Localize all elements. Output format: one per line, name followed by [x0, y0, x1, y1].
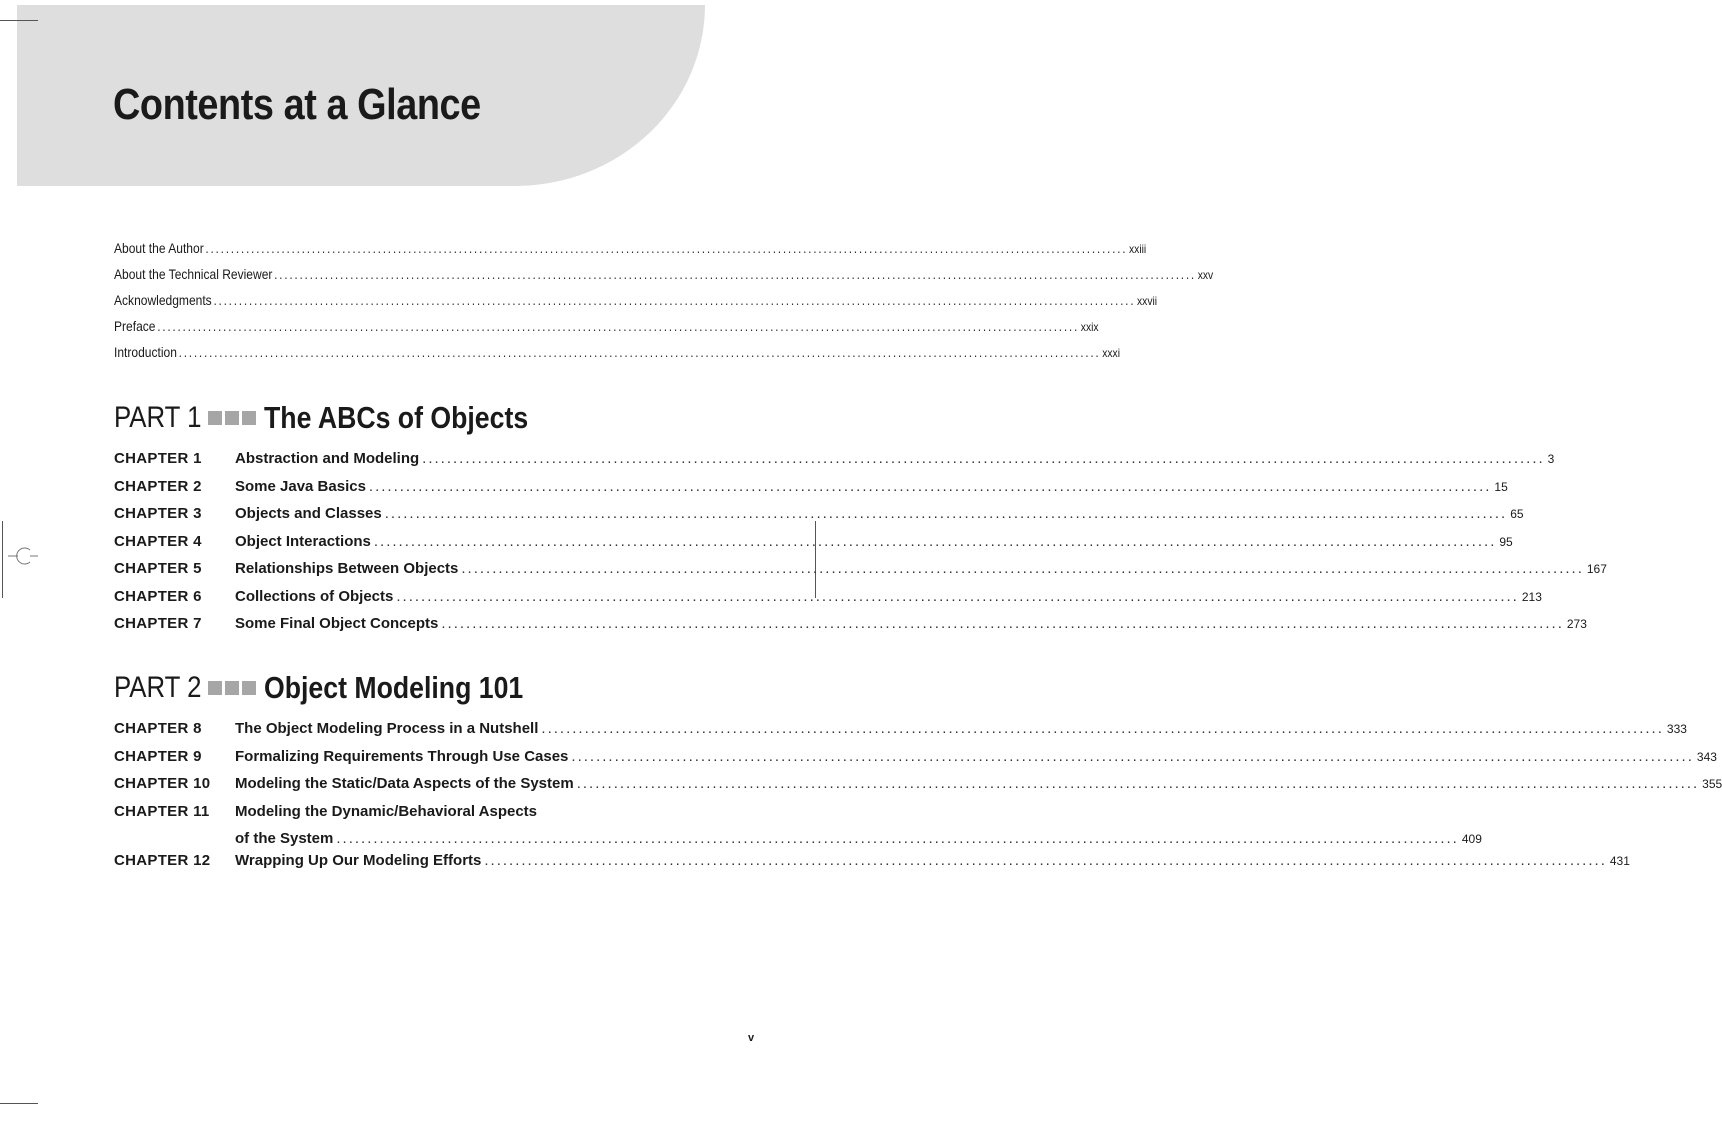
chapter-entry-continuation[interactable] — [114, 830, 1482, 852]
chapter-number: CHAPTER 8 — [114, 720, 202, 737]
chapter-number: CHAPTER 3 — [114, 505, 202, 522]
toc-entry[interactable] — [114, 318, 1099, 344]
crop-mark-bottom — [0, 1103, 38, 1104]
leader-dots — [157, 318, 1079, 334]
toc-entry-page: xxxi — [1102, 346, 1120, 360]
chapter-page: 355 — [1702, 777, 1722, 791]
registration-mark-icon — [8, 546, 38, 566]
chapter-page: 431 — [1609, 854, 1630, 868]
leader-dots — [213, 292, 1135, 308]
chapter-title: Some Final Object Concepts — [235, 615, 439, 632]
chapter-page: 333 — [1666, 722, 1687, 736]
chapter-number: CHAPTER 12 — [114, 852, 211, 869]
crop-mark-top — [0, 20, 38, 21]
chapter-number: CHAPTER 4 — [114, 532, 202, 550]
part-1-chapter-list — [114, 450, 1607, 643]
chapter-title: Abstraction and Modeling — [235, 450, 420, 467]
chapter-page: 15 — [1494, 479, 1508, 494]
chapter-page: 273 — [1566, 617, 1587, 631]
leader-dots — [577, 775, 1699, 792]
chapter-entry[interactable] — [114, 450, 1555, 478]
leader-dots — [422, 450, 1544, 467]
toc-entry-title: Acknowledgments — [114, 292, 212, 308]
part-2-heading — [114, 670, 565, 706]
chapter-page: 3 — [1547, 452, 1555, 466]
toc-entry-page: xxv — [1197, 268, 1214, 282]
leader-dots — [179, 344, 1101, 360]
chapter-page: 213 — [1521, 589, 1542, 604]
toc-entry[interactable] — [114, 266, 1214, 292]
chapter-number: CHAPTER 1 — [114, 450, 202, 467]
chapter-title: Relationships Between Objects — [235, 560, 459, 577]
toc-entry-page: xxiii — [1129, 242, 1147, 256]
chapter-entry[interactable] — [114, 505, 1524, 533]
chapter-title: Object Interactions — [235, 532, 371, 550]
leader-dots — [205, 240, 1127, 256]
part-title: Object Modeling 101 — [264, 670, 524, 705]
toc-entry-title: About the Author — [114, 240, 204, 256]
chapter-title: Objects and Classes — [235, 505, 382, 522]
part-divider-blocks — [208, 681, 256, 695]
part-divider-blocks — [208, 411, 256, 425]
part-label: PART 1 — [114, 401, 202, 434]
toc-entry-title: About the Technical Reviewer — [114, 266, 273, 282]
toc-entry-title: Introduction — [114, 344, 177, 360]
chapter-number: CHAPTER 7 — [114, 615, 202, 632]
chapter-entry[interactable] — [114, 747, 1717, 776]
chapter-title: The Object Modeling Process in a Nutshell — [235, 720, 539, 737]
chapter-entry[interactable] — [114, 615, 1587, 643]
chapter-title: Wrapping Up Our Modeling Efforts — [235, 852, 482, 869]
chapter-entry[interactable] — [114, 720, 1687, 748]
page-number: v — [748, 1032, 755, 1044]
leader-dots — [571, 748, 1693, 765]
toc-entry-title: Preface — [114, 318, 156, 334]
chapter-number: CHAPTER 10 — [114, 775, 211, 792]
leader-dots — [541, 720, 1663, 737]
toc-entry[interactable] — [114, 240, 1147, 266]
chapter-title: Modeling the Static/Data Aspects of the System — [235, 775, 574, 792]
toc-entry-page: xxvii — [1137, 294, 1158, 308]
part-2-chapter-list — [114, 720, 1722, 880]
chapter-title-continued: of the System — [235, 830, 334, 847]
leader-dots — [385, 505, 1507, 522]
toc-entry-page: xxix — [1080, 320, 1099, 334]
part-title: The ABCs of Objects — [264, 400, 529, 435]
part-label: PART 2 — [114, 671, 202, 704]
toc-entry[interactable] — [114, 344, 1120, 370]
chapter-number: CHAPTER 6 — [114, 587, 202, 605]
chapter-entry[interactable] — [114, 532, 1513, 561]
chapter-title: Collections of Objects — [235, 587, 394, 605]
leader-dots — [461, 560, 1583, 577]
chapter-number: CHAPTER 9 — [114, 747, 202, 765]
chapter-number: CHAPTER 5 — [114, 560, 202, 577]
chapter-entry[interactable] — [114, 803, 698, 831]
chapter-entry[interactable] — [114, 560, 1607, 588]
toc-entry[interactable] — [114, 292, 1158, 318]
leader-dots — [336, 830, 1458, 847]
leader-dots — [374, 533, 1496, 550]
chapter-title: Formalizing Requirements Through Use Cases — [235, 747, 569, 765]
chapter-title: Some Java Basics — [235, 477, 366, 495]
page-title: Contents at a Glance — [113, 80, 481, 129]
leader-dots — [441, 615, 1563, 632]
chapter-entry[interactable] — [114, 775, 1722, 803]
leader-dots — [484, 852, 1606, 869]
chapter-entry[interactable] — [114, 852, 1630, 880]
front-matter-list — [114, 240, 1214, 370]
chapter-page: 167 — [1586, 562, 1607, 576]
chapter-number: CHAPTER 2 — [114, 477, 202, 495]
chapter-title: Modeling the Dynamic/Behavioral Aspects — [235, 802, 538, 820]
chapter-page: 95 — [1499, 534, 1513, 549]
part-1-heading — [114, 400, 571, 436]
leader-dots — [396, 588, 1518, 605]
chapter-number: CHAPTER 11 — [114, 802, 210, 820]
crop-mark-left — [2, 521, 3, 598]
chapter-entry[interactable] — [114, 587, 1542, 616]
leader-dots — [369, 478, 1491, 495]
leader-dots — [274, 266, 1196, 282]
chapter-page: 409 — [1461, 832, 1482, 846]
chapter-entry[interactable] — [114, 477, 1508, 506]
chapter-page: 343 — [1696, 749, 1717, 764]
chapter-page: 65 — [1510, 507, 1524, 521]
